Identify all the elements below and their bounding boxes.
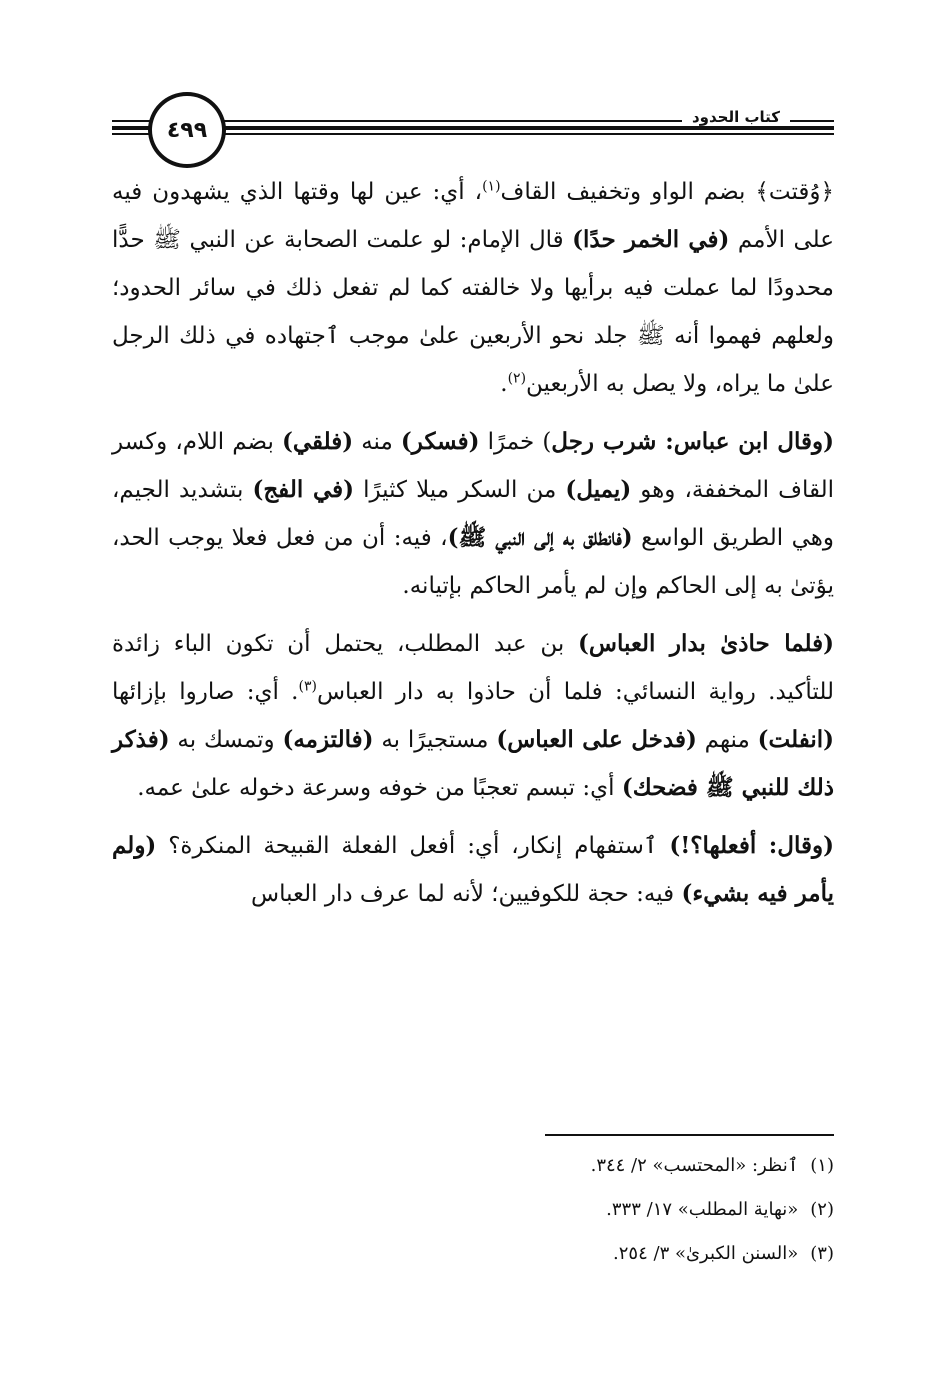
text-run: قال الإمام: لو علمت الصحابة عن النبي ﷺ حدًّا محدودًا لما عملت فيه برأيها ولا خالفته كما لم تفعل ذلك في سائر الحدود؛ ولعلهم فهموا أنه ﷺ جلد نحو الأربعين علىٰ موجب ٱجتهاده في ذلك الرجل علىٰ ما يراه، ولا يصل به الأربعين: [112, 227, 834, 397]
main-text: [112, 168, 834, 928]
footnote: [112, 1232, 834, 1276]
quoted-phrase: (فلقي): [281, 428, 354, 455]
quoted-phrase: (انفلت): [757, 726, 835, 753]
footnote-number: (٣): [810, 1243, 834, 1264]
footnote-number: (٢): [810, 1199, 834, 1220]
paragraph: [112, 822, 834, 918]
quoted-phrase: (وقال ابن عباس:: [656, 428, 835, 455]
footnote-ref: (٢): [507, 370, 527, 387]
quoted-phrase: (فانطلق به إلى النبي ﷺ): [447, 524, 633, 551]
paragraph: [112, 620, 834, 812]
footnote-text: «نهاية المطلب» ١٧/ ٣٣٣.: [606, 1199, 799, 1220]
text-run: من السكر ميلا كثيرًا: [354, 477, 566, 503]
text-run: فيه: حجة للكوفيين؛ لأنه لما عرف دار العباس: [251, 881, 682, 907]
footnote-separator: [545, 1134, 834, 1136]
paragraph: [112, 418, 834, 610]
text-run: .: [500, 371, 508, 397]
text-run: . أي: صاروا بإزائها: [112, 679, 299, 705]
page-number: ٤٩٩: [148, 92, 226, 168]
quoted-phrase: (فدخل على العباس): [496, 726, 697, 753]
footnote-number: (١): [810, 1155, 834, 1176]
text-run: مستجيرًا به: [373, 727, 497, 753]
quoted-phrase: (فذكر ذلك للنبي ﷺ فضحك): [112, 726, 834, 801]
text-run: ، فيه: أن من فعل فعلا يوجب الحد، يؤتىٰ به إلى الحاكم وإن لم يأمر الحاكم بإتيانه.: [112, 525, 834, 599]
text-run: منهم: [696, 727, 758, 753]
footnote-ref: (٣): [298, 678, 317, 695]
footnotes: [112, 1144, 834, 1276]
page-header: [112, 92, 834, 172]
text-run: ٱستفهام إنكار، أي: أفعل الفعلة القبيحة المنكرة؟: [156, 833, 670, 859]
quoted-phrase: (وقال: أفعلها؟!): [669, 832, 835, 859]
text-run: منه: [353, 429, 401, 455]
quoted-phrase: (فلما حاذىٰ بدار العباس): [578, 630, 834, 657]
footnote: [112, 1188, 834, 1232]
text-run: بتشديد الجيم، وهي الطريق الواسع: [112, 477, 835, 551]
text-run: ، أي: عين لها وقتها الذي يشهدون فيه على الأمم: [112, 179, 835, 253]
footnote-text: ٱنظر: «المحتسب» ٢/ ٣٤٤.: [590, 1155, 799, 1176]
quoted-phrase: (ولم يأمر فيه بشيء): [112, 832, 834, 907]
quoted-phrase: (في الفج): [252, 476, 355, 503]
text-run: بن عبد المطلب، يحتمل أن تكون الباء زائدة للتأكيد. رواية النسائي: فلما أن حاذوا به دار العباس: [112, 631, 834, 705]
running-title: كتاب الحدود: [682, 108, 790, 126]
quoted-phrase: شرب رجل: [551, 428, 657, 455]
footnote-text: «السنن الكبرىٰ» ٣/ ٢٥٤.: [613, 1243, 799, 1264]
footnote-ref: (١): [482, 178, 501, 195]
text-run: ) خمرًا: [479, 429, 552, 455]
footnote: [112, 1144, 834, 1188]
paragraph: [112, 168, 834, 408]
text-run: ﴿وُقتت﴾ بضم الواو وتخفيف القاف: [500, 179, 834, 205]
text-run: وتمسك به: [169, 727, 283, 753]
quoted-phrase: (في الخمر حدًا): [572, 226, 730, 253]
quoted-phrase: (فسكر): [400, 428, 480, 455]
text-run: أي: تبسم تعجبًا من خوفه وسرعة دخوله علىٰ عمه.: [137, 775, 622, 801]
text-run: بضم اللام، وكسر القاف المخففة، وهو: [112, 429, 834, 503]
quoted-phrase: (يميل): [565, 476, 632, 503]
quoted-phrase: (فالتزمه): [282, 726, 374, 753]
